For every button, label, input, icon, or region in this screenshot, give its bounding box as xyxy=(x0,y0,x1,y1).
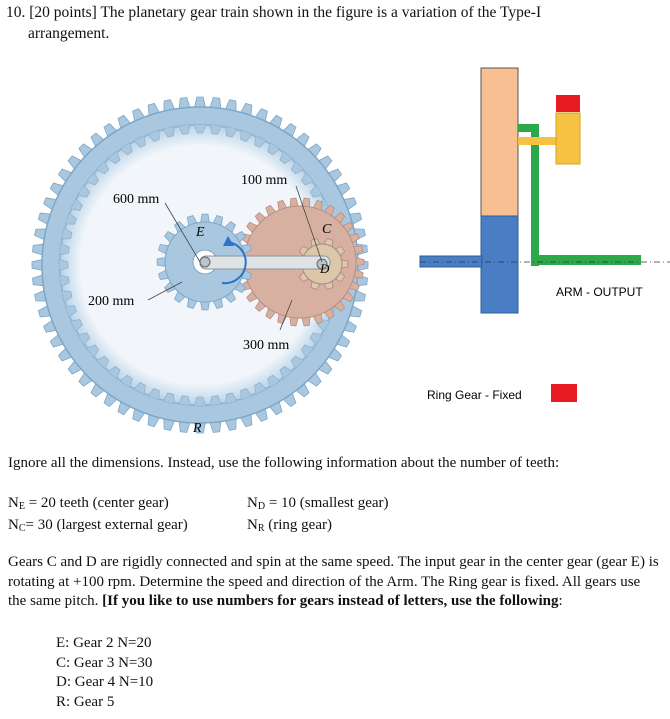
ignore-instruction: Ignore all the dimensions. Instead, use the following information about the number of teeth: xyxy=(8,455,560,471)
problem-colon: : xyxy=(558,593,563,609)
arm-top xyxy=(518,124,536,132)
teeth-info-left xyxy=(8,494,188,538)
gear-c-label: C xyxy=(322,222,332,237)
gear-train-figure xyxy=(0,58,670,448)
problem-bold-note: [If you like to use numbers for gears instead of letters, use the following xyxy=(102,593,559,609)
gear-list-item: C: Gear 3 N=30 xyxy=(56,654,153,671)
teeth-info-right xyxy=(247,494,389,538)
arm-horizontal xyxy=(531,255,641,265)
gear-list-item: R: Gear 5 xyxy=(56,693,115,710)
input-shaft xyxy=(420,256,482,267)
teeth-nr: $N_R$ (ring gear) xyxy=(247,517,332,534)
arm-link xyxy=(200,256,330,269)
dim-100-label: 100 mm xyxy=(241,173,288,188)
ring-fixed-label: Ring Gear - Fixed xyxy=(427,388,522,402)
gear-d-label: D xyxy=(320,261,330,276)
gear-list-item: D: Gear 4 N=10 xyxy=(56,674,154,690)
teeth-nd: $N_D = 10$ (smallest gear) xyxy=(247,495,389,512)
input-shaft-block xyxy=(481,216,518,313)
schematic-diagram xyxy=(420,68,670,402)
arm-vertical xyxy=(531,124,539,266)
question-title-line1: The planetary gear train shown in the figure is a variation of the Type-I xyxy=(100,4,542,21)
arm-output-label: ARM - OUTPUT xyxy=(556,285,643,299)
dim-200-label: 200 mm xyxy=(88,294,135,309)
teeth-ne: $N_E = 20$ teeth (center gear) xyxy=(8,495,169,512)
question-points: [20 points] xyxy=(29,4,97,21)
problem-statement xyxy=(8,553,660,612)
legend-red-swatch xyxy=(551,384,577,402)
gear-number-list xyxy=(56,634,153,712)
planet-gear-block xyxy=(556,113,580,164)
teeth-nc: $N_C= 30$ (largest external gear) xyxy=(8,517,188,534)
planet-connector xyxy=(518,137,556,145)
gear-r-label: R xyxy=(193,421,202,436)
gear-c-block xyxy=(481,68,518,216)
problem-text: Gears C and D are rigidly connected and spin at the same speed. The input gear in the center gear (gear E) is rotating at +100 rpm. Determine the speed and direction of the Arm. The Ring gear is fixed. All gears use the same pitch. xyxy=(8,554,659,609)
question-title-line2: arrangement. xyxy=(28,25,110,42)
gear-e-label: E xyxy=(196,225,205,240)
question-number: 10. xyxy=(6,4,26,21)
dim-600-label: 600 mm xyxy=(113,192,160,207)
ring-gear-block xyxy=(556,95,580,112)
question-header xyxy=(6,2,661,44)
dim-300-label: 300 mm xyxy=(243,338,290,353)
gear-list-item: E: Gear 2 N=20 xyxy=(56,635,152,651)
